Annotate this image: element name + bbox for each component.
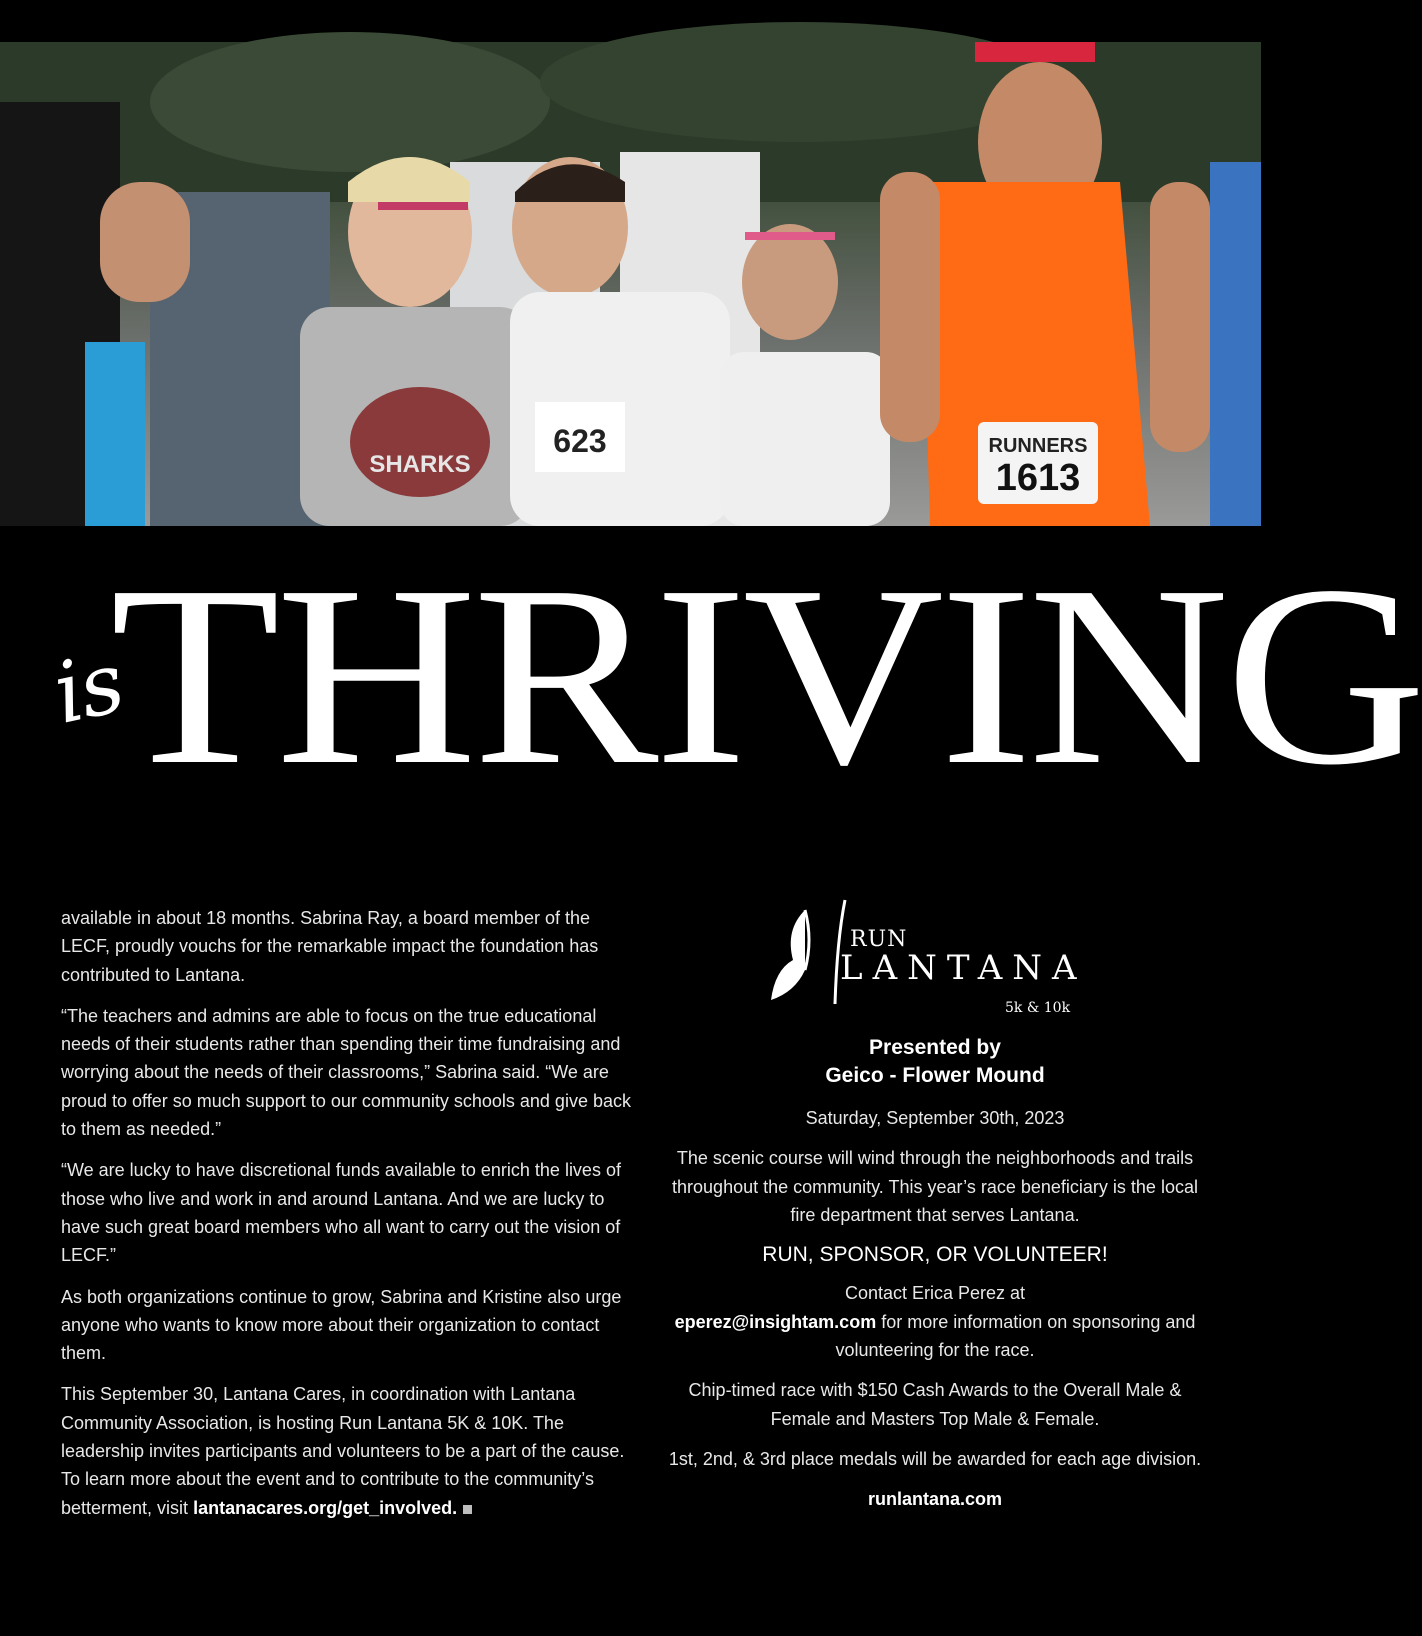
course-description: The scenic course will wind through the neighborhoods and trails throughout the community. This year’s race beneficiary is the local fire department that serves Lantana. [672, 1148, 1198, 1225]
presented-line-1: Presented by [869, 1036, 1001, 1059]
contact-info [665, 1279, 1205, 1364]
paragraph-5 [61, 1380, 631, 1521]
end-mark-icon [463, 1505, 472, 1514]
contact-pre: Contact Erica Perez at [844, 1283, 1026, 1304]
presented-by [665, 1034, 1205, 1090]
race-photo-illustration [0, 42, 1261, 526]
call-to-action: RUN, SPONSOR, OR VOLUNTEER! [762, 1243, 1108, 1267]
contact-post: for more information on sponsoring and volunteering for the race. [835, 1311, 1196, 1361]
paragraph-5-text: This September 30, Lantana Cares, in coordination with Lantana Community Association, is hosting Run Lantana 5K & 10K. The leadership invites participants and volunteers to be a part of the cause. To learn more about the event and to contribute to the community’s betterment, visit [61, 1384, 625, 1518]
bib-label: RUNNERS [988, 435, 1088, 457]
butterfly-icon [765, 900, 845, 1010]
headline-word: THRIVING [110, 532, 1422, 818]
headline [40, 532, 1422, 818]
paragraph-1: available in about 18 months. Sabrina Ray, a board member of the LECF, proudly vouchs for the remarkable impact the foundation has contributed to Lantana. [61, 908, 599, 985]
medals-info: 1st, 2nd, & 3rd place medals will be awarded for each age division. [668, 1448, 1202, 1469]
bib-number-2: 623 [553, 423, 607, 459]
get-involved-link[interactable]: lantanacares.org/get_involved. [193, 1497, 458, 1518]
presented-line-2: Geico - Flower Mound [825, 1064, 1045, 1087]
website-link[interactable]: runlantana.com [867, 1489, 1003, 1510]
contact-email[interactable]: eperez@insightam.com [674, 1311, 877, 1332]
paragraph-3: “We are lucky to have discretional funds available to enrich the lives of those who live and work in and around Lantana. And we are lucky to have such great board members who all want to carry out the vision of LECF.” [61, 1160, 621, 1266]
race-date: Saturday, September 30th, 2023 [805, 1108, 1065, 1128]
race-photo [0, 42, 1261, 526]
shirt-text: SHARKS [369, 451, 471, 478]
bib-number: 1613 [995, 457, 1081, 499]
article-body [61, 904, 631, 1535]
headline-is: is [45, 633, 131, 743]
logo-lantana: LANTANA [840, 948, 1087, 988]
logo-run: RUN [850, 927, 908, 952]
run-lantana-logo [665, 900, 1205, 1018]
paragraph-2: “The teachers and admins are able to focus on the true educational needs of their students rather than spending their time fundraising and worrying about the needs of their classrooms,” Sabrina said. “We are proud to offer so much support to our community schools and give back to them as needed.” [61, 1005, 631, 1140]
race-info [665, 900, 1205, 1514]
paragraph-4: As both organizations continue to grow, Sabrina and Kristine also urge anyone who wants to know more about their organization to contact them. [61, 1286, 622, 1364]
awards-info: Chip-timed race with $150 Cash Awards to the Overall Male & Female and Masters Top Male & Female. [688, 1380, 1182, 1429]
logo-distance: 5k & 10k [1005, 1000, 1071, 1016]
